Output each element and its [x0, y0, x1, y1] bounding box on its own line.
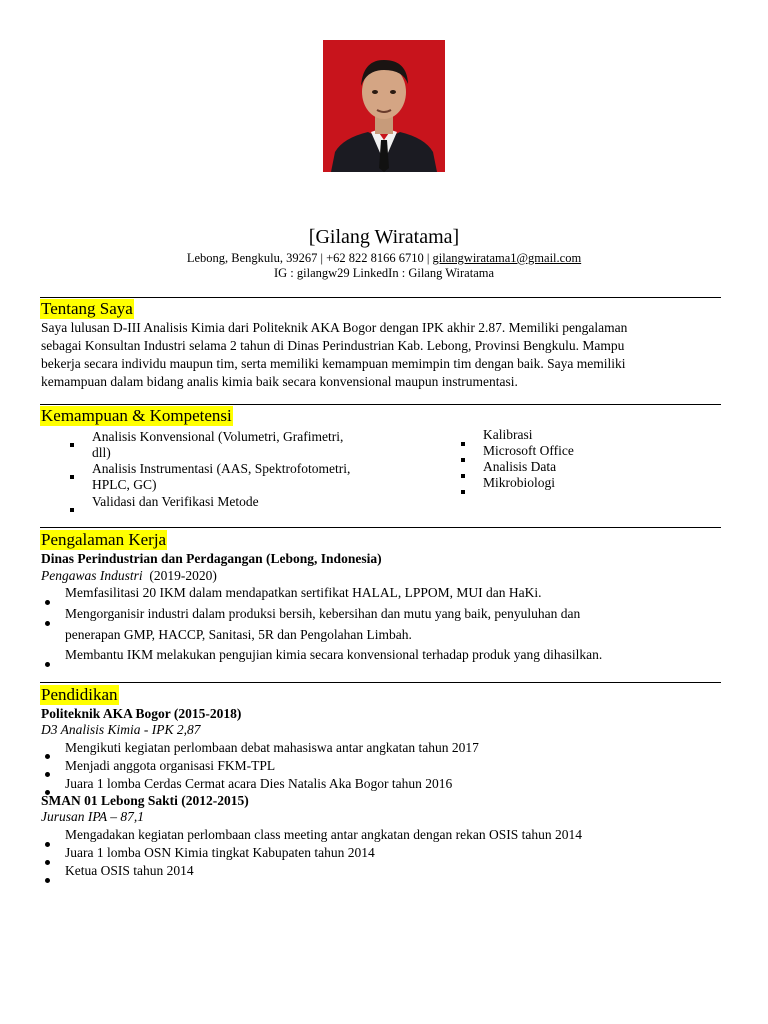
square-bullet-icon — [70, 443, 74, 447]
experience-bullet: Mengorganisir industri dalam produksi bersih, kebersihan dan mutu yang baik, penyuluhan dan — [65, 606, 581, 621]
bullet-dot-icon — [45, 662, 50, 667]
square-bullet-icon — [70, 508, 74, 512]
contact-line-1 — [0, 251, 768, 266]
section-heading-education: Pendidikan — [41, 685, 118, 704]
about-line: kemampuan dalam bidang analis kimia baik secara konvensional maupun instrumentasi. — [41, 374, 518, 389]
bullet-dot-icon — [45, 621, 50, 626]
bullet-dot-icon — [45, 600, 50, 605]
square-bullet-icon — [461, 474, 465, 478]
about-line: bekerja secara individu maupun tim, serta memiliki kemampuan memimpin tim dengan baik. Saya memiliki — [41, 356, 626, 371]
education-bullet: Menjadi anggota organisasi FKM-TPL — [65, 758, 276, 773]
skill-item: Mikrobiologi — [483, 475, 556, 490]
education-bullet: Mengikuti kegiatan perlombaan debat mahasiswa antar angkatan tahun 2017 — [65, 740, 479, 755]
skill-item: Analisis Data — [483, 459, 557, 474]
email-link[interactable]: gilangwiratama1@gmail.com — [432, 251, 582, 265]
section-divider — [40, 682, 721, 683]
square-bullet-icon — [461, 490, 465, 494]
candidate-name: [Gilang Wiratama] — [308, 226, 460, 248]
education-bullet: Mengadakan kegiatan perlombaan class meeting antar angkatan dengan rekan OSIS tahun 2014 — [65, 827, 582, 842]
skill-text: dll) — [92, 445, 111, 460]
contact-line-2: IG : gilangw29 LinkedIn : Gilang Wiratama — [273, 266, 495, 280]
bullet-dot-icon — [45, 772, 50, 777]
square-bullet-icon — [461, 458, 465, 462]
section-heading-experience: Pengalaman Kerja — [41, 530, 167, 549]
contact-address-phone: Lebong, Bengkulu, 39267 | +62 822 8166 6710 | — [186, 251, 433, 265]
square-bullet-icon — [70, 475, 74, 479]
employer-name: Dinas Perindustrian dan Perdagangan (Lebong, Indonesia) — [41, 551, 382, 566]
experience-bullet-continued: penerapan GMP, HACCP, Sanitasi, 5R dan Pengolahan Limbah. — [65, 627, 412, 642]
about-paragraph — [41, 319, 721, 391]
school-major: D3 Analisis Kimia - IPK 2,87 — [41, 722, 201, 737]
section-divider — [40, 527, 721, 528]
skill-text: Validasi dan Verifikasi Metode — [92, 494, 259, 509]
education-bullet: Juara 1 lomba Cerdas Cermat acara Dies Natalis Aka Bogor tahun 2016 — [65, 776, 453, 791]
job-period: (2019-2020) — [149, 568, 217, 583]
portrait-image — [323, 40, 445, 172]
experience-bullet: Membantu IKM melakukan pengujian kimia secara konvensional terhadap produk yang dihasilkan. — [65, 647, 603, 662]
job-title-line — [41, 568, 217, 584]
bullet-dot-icon — [45, 860, 50, 865]
skill-item — [92, 461, 412, 493]
job-title: Pengawas Industri — [41, 568, 143, 583]
section-heading-skills: Kemampuan & Kompetensi — [41, 406, 232, 425]
skill-item: Kalibrasi — [483, 427, 533, 442]
bullet-dot-icon — [45, 878, 50, 883]
bullet-dot-icon — [45, 754, 50, 759]
experience-bullet: Memfasilitasi 20 IKM dalam mendapatkan sertifikat HALAL, LPPOM, MUI dan HaKi. — [65, 585, 542, 600]
skill-item — [92, 429, 412, 461]
bullet-dot-icon — [45, 842, 50, 847]
about-line: sebagai Konsultan Industri selama 2 tahun di Dinas Perindustrian Kab. Lebong, Provinsi Bengkulu. Mampu — [41, 338, 625, 353]
school-name: SMAN 01 Lebong Sakti (2012-2015) — [41, 793, 249, 808]
section-divider — [40, 297, 721, 298]
skill-text: HPLC, GC) — [92, 477, 157, 492]
square-bullet-icon — [461, 442, 465, 446]
section-heading-about: Tentang Saya — [41, 299, 133, 318]
education-bullet: Juara 1 lomba OSN Kimia tingkat Kabupaten tahun 2014 — [65, 845, 375, 860]
skill-text: Analisis Instrumentasi (AAS, Spektrofotometri, — [92, 461, 351, 476]
school-major: Jurusan IPA – 87,1 — [41, 809, 145, 824]
about-line: Saya lulusan D-III Analisis Kimia dari Politeknik AKA Bogor dengan IPK akhir 2.87. Memiliki pengalaman — [41, 320, 628, 335]
skill-item — [92, 494, 412, 510]
education-bullet: Ketua OSIS tahun 2014 — [65, 863, 194, 878]
section-divider — [40, 404, 721, 405]
profile-photo — [323, 40, 445, 172]
skill-item: Microsoft Office — [483, 443, 574, 458]
school-name: Politeknik AKA Bogor (2015-2018) — [41, 706, 242, 721]
skill-text: Analisis Konvensional (Volumetri, Grafimetri, — [92, 429, 344, 444]
